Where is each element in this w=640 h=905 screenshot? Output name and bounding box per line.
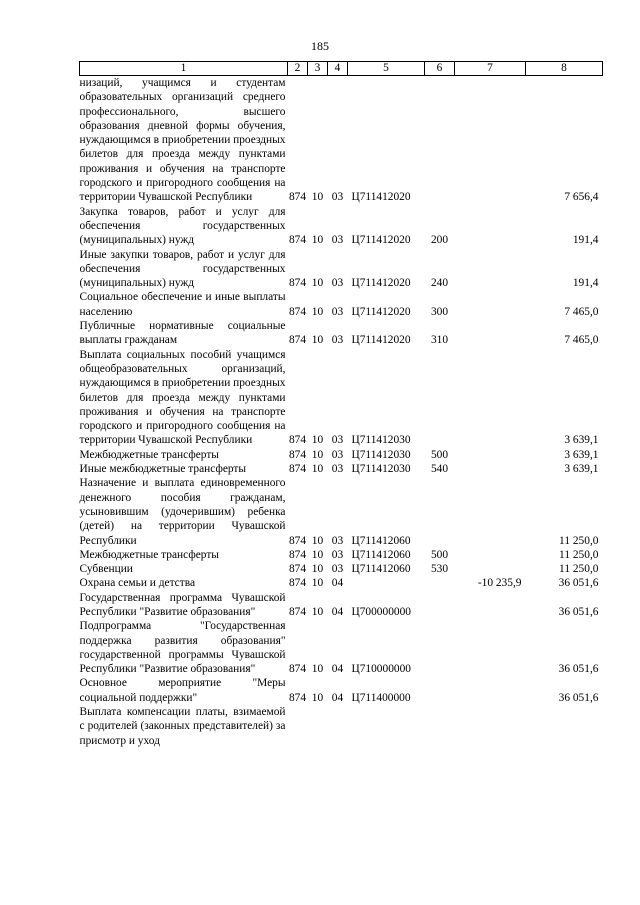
row-name: Иные межбюджетные трансферты bbox=[79, 463, 247, 476]
row-section-code: 10 bbox=[311, 548, 324, 561]
table-row bbox=[80, 676, 603, 705]
row-total-amount: 36 051,6 bbox=[558, 577, 599, 590]
row-expense-type bbox=[425, 348, 455, 448]
table-row bbox=[80, 576, 603, 590]
row-ministry-code: 874 bbox=[288, 191, 307, 204]
table-row bbox=[80, 248, 603, 291]
column-header: 5 bbox=[348, 62, 425, 76]
table-row bbox=[80, 462, 603, 476]
row-subsection-code bbox=[328, 705, 348, 748]
table-row bbox=[80, 619, 603, 676]
row-name: Межбюджетные трансферты bbox=[79, 448, 219, 461]
column-header: 6 bbox=[425, 62, 455, 76]
row-section-code bbox=[308, 705, 328, 748]
row-name: Публичные нормативные социальные выплаты гражданам bbox=[79, 320, 286, 347]
row-subsection-code: 03 bbox=[331, 191, 344, 204]
row-total-amount: 11 250,0 bbox=[559, 563, 599, 576]
row-change-amount bbox=[455, 290, 526, 319]
row-subsection-code: 03 bbox=[331, 563, 344, 576]
row-ministry-code: 874 bbox=[288, 277, 307, 290]
row-target-article: Ц711400000 bbox=[351, 691, 411, 704]
row-section-code: 10 bbox=[311, 305, 324, 318]
page-number: 185 bbox=[311, 39, 329, 53]
row-target-article: Ц710000000 bbox=[351, 663, 411, 676]
row-change-amount bbox=[455, 562, 526, 576]
row-subsection-code: 03 bbox=[331, 548, 344, 561]
table-row bbox=[80, 476, 603, 547]
row-ministry-code: 874 bbox=[288, 577, 307, 590]
row-expense-type bbox=[425, 591, 455, 620]
row-ministry-code: 874 bbox=[288, 534, 307, 547]
row-target-article: Ц711412060 bbox=[351, 563, 411, 576]
row-subsection-code: 03 bbox=[331, 234, 344, 247]
row-expense-type: 240 bbox=[430, 277, 449, 290]
row-target-article: Ц711412020 bbox=[351, 191, 411, 204]
row-subsection-code: 03 bbox=[331, 434, 344, 447]
row-change-amount bbox=[455, 448, 526, 462]
column-header: 7 bbox=[455, 62, 526, 76]
row-name: Межбюджетные трансферты bbox=[79, 548, 219, 561]
row-target-article: Ц711412020 bbox=[351, 305, 411, 318]
row-subsection-code: 03 bbox=[331, 305, 344, 318]
row-section-code: 10 bbox=[311, 434, 324, 447]
column-header: 2 bbox=[288, 62, 308, 76]
row-total-amount: 3 639,1 bbox=[564, 434, 599, 447]
row-name: Выплата социальных пособий учащимся общеобразовательных организаций, нуждающимся в приобретении проездных билетов для проезда между пунктами проживания и обучения на транспорте городского и пригородного сообщения на территории Чувашской Республики bbox=[79, 348, 286, 447]
row-total-amount: 11 250,0 bbox=[559, 534, 599, 547]
row-section-code: 10 bbox=[311, 663, 324, 676]
row-ministry-code: 874 bbox=[288, 548, 307, 561]
row-ministry-code: 874 bbox=[288, 563, 307, 576]
row-total-amount: 36 051,6 bbox=[558, 663, 599, 676]
row-ministry-code: 874 bbox=[288, 305, 307, 318]
row-name: Социальное обеспечение и иные выплаты населению bbox=[79, 291, 286, 318]
row-section-code: 10 bbox=[311, 234, 324, 247]
row-name: Выплата компенсации платы, взимаемой с родителей (законных представителей) за присмотр и уход bbox=[79, 706, 286, 747]
budget-table bbox=[79, 61, 603, 748]
row-total-amount: 3 639,1 bbox=[564, 448, 599, 461]
row-target-article: Ц711412060 bbox=[351, 548, 411, 561]
row-change-amount bbox=[455, 319, 526, 348]
row-change-amount bbox=[455, 619, 526, 676]
row-section-code: 10 bbox=[311, 534, 324, 547]
table-row bbox=[80, 348, 603, 448]
row-name: Субвенции bbox=[79, 563, 133, 576]
row-name: Назначение и выплата единовременного денежного пособия гражданам, усыновившим (удочерившим) ребенка (детей) на территории Чувашской Республики bbox=[79, 477, 286, 547]
row-subsection-code: 03 bbox=[331, 463, 344, 476]
row-subsection-code: 03 bbox=[331, 277, 344, 290]
row-subsection-code: 04 bbox=[331, 691, 344, 704]
column-header: 4 bbox=[328, 62, 348, 76]
row-ministry-code: 874 bbox=[288, 448, 307, 461]
row-section-code: 10 bbox=[311, 563, 324, 576]
row-target-article: Ц711412030 bbox=[351, 448, 411, 461]
table-row bbox=[80, 705, 603, 748]
row-target-article bbox=[348, 705, 425, 748]
row-change-amount bbox=[455, 76, 526, 205]
row-section-code: 10 bbox=[311, 191, 324, 204]
row-change-amount bbox=[455, 248, 526, 291]
row-total-amount: 7 656,4 bbox=[564, 191, 599, 204]
row-subsection-code: 04 bbox=[331, 577, 344, 590]
row-section-code: 10 bbox=[311, 691, 324, 704]
row-total-amount: 191,4 bbox=[572, 277, 599, 290]
row-target-article: Ц711412030 bbox=[351, 463, 411, 476]
row-expense-type: 540 bbox=[430, 463, 449, 476]
row-expense-type bbox=[425, 676, 455, 705]
row-section-code: 10 bbox=[311, 463, 324, 476]
column-header: 3 bbox=[308, 62, 328, 76]
row-expense-type bbox=[425, 576, 455, 590]
row-change-amount bbox=[455, 548, 526, 562]
row-change-amount bbox=[455, 348, 526, 448]
row-expense-type: 530 bbox=[430, 563, 449, 576]
table-header-row bbox=[80, 62, 603, 76]
row-name: Иные закупки товаров, работ и услуг для обеспечения государственных (муниципальных) нужд bbox=[79, 248, 286, 290]
row-expense-type bbox=[425, 476, 455, 547]
row-expense-type: 200 bbox=[430, 234, 449, 247]
table-row bbox=[80, 319, 603, 348]
row-change-amount: -10 235,9 bbox=[477, 577, 522, 590]
row-ministry-code: 874 bbox=[288, 234, 307, 247]
row-target-article: Ц711412030 bbox=[351, 434, 411, 447]
row-name: Подпрограмма "Государственная поддержка развития образования" государственной программы Чувашской Республики "Развитие образования" bbox=[79, 620, 286, 676]
row-expense-type bbox=[425, 705, 455, 748]
row-section-code: 10 bbox=[311, 448, 324, 461]
row-subsection-code: 03 bbox=[331, 448, 344, 461]
row-section-code: 10 bbox=[311, 577, 324, 590]
row-ministry-code bbox=[288, 705, 308, 748]
row-expense-type: 300 bbox=[430, 305, 449, 318]
row-section-code: 10 bbox=[311, 605, 324, 618]
column-header: 8 bbox=[526, 62, 603, 76]
row-total-amount: 11 250,0 bbox=[559, 548, 599, 561]
row-subsection-code: 04 bbox=[331, 605, 344, 618]
table-row bbox=[80, 290, 603, 319]
row-name: Охрана семьи и детства bbox=[79, 577, 195, 590]
row-name: низаций, учащимся и студентам образовательных организаций среднего профессионального, высшего образования дневной формы обучения, нуждающимся в приобретении проездных билетов для проезда между пунктами проживания и обучения на транспорте городского и пригородного сообщения на территории Чувашской Республики bbox=[79, 77, 286, 204]
row-subsection-code: 04 bbox=[331, 663, 344, 676]
row-target-article: Ц711412060 bbox=[351, 534, 411, 547]
row-ministry-code: 874 bbox=[288, 334, 307, 347]
row-total-amount: 7 465,0 bbox=[564, 334, 599, 347]
row-name: Государственная программа Чувашской Республики "Развитие образования" bbox=[79, 591, 286, 618]
row-change-amount bbox=[455, 705, 526, 748]
row-total-amount: 191,4 bbox=[572, 234, 599, 247]
row-expense-type bbox=[425, 619, 455, 676]
row-subsection-code: 03 bbox=[331, 334, 344, 347]
table-row bbox=[80, 76, 603, 205]
table-row bbox=[80, 591, 603, 620]
row-change-amount bbox=[455, 591, 526, 620]
row-total-amount: 36 051,6 bbox=[558, 605, 599, 618]
row-ministry-code: 874 bbox=[288, 691, 307, 704]
row-total-amount: 7 465,0 bbox=[564, 305, 599, 318]
row-section-code: 10 bbox=[311, 277, 324, 290]
row-target-article: Ц711412020 bbox=[351, 334, 411, 347]
table-row bbox=[80, 205, 603, 248]
row-target-article: Ц700000000 bbox=[351, 605, 411, 618]
row-expense-type: 310 bbox=[430, 334, 449, 347]
row-total-amount: 3 639,1 bbox=[564, 463, 599, 476]
row-name: Основное мероприятие "Меры социальной поддержки" bbox=[79, 677, 286, 704]
row-change-amount bbox=[455, 676, 526, 705]
row-total-amount: 36 051,6 bbox=[558, 691, 599, 704]
row-change-amount bbox=[455, 476, 526, 547]
column-header: 1 bbox=[80, 62, 288, 76]
row-change-amount bbox=[455, 205, 526, 248]
row-section-code: 10 bbox=[311, 334, 324, 347]
table-row bbox=[80, 548, 603, 562]
row-target-article: Ц711412020 bbox=[351, 234, 411, 247]
row-target-article: Ц711412020 bbox=[351, 277, 411, 290]
row-ministry-code: 874 bbox=[288, 605, 307, 618]
row-ministry-code: 874 bbox=[288, 434, 307, 447]
row-name: Закупка товаров, работ и услуг для обеспечения государственных (муниципальных) нужд bbox=[79, 205, 286, 247]
table-row bbox=[80, 562, 603, 576]
row-ministry-code: 874 bbox=[288, 463, 307, 476]
row-expense-type bbox=[425, 76, 455, 205]
row-target-article bbox=[348, 576, 425, 590]
row-change-amount bbox=[455, 462, 526, 476]
row-expense-type: 500 bbox=[430, 548, 449, 561]
table-row bbox=[80, 448, 603, 462]
row-total-amount bbox=[526, 705, 603, 748]
row-subsection-code: 03 bbox=[331, 534, 344, 547]
row-ministry-code: 874 bbox=[288, 663, 307, 676]
row-expense-type: 500 bbox=[430, 448, 449, 461]
